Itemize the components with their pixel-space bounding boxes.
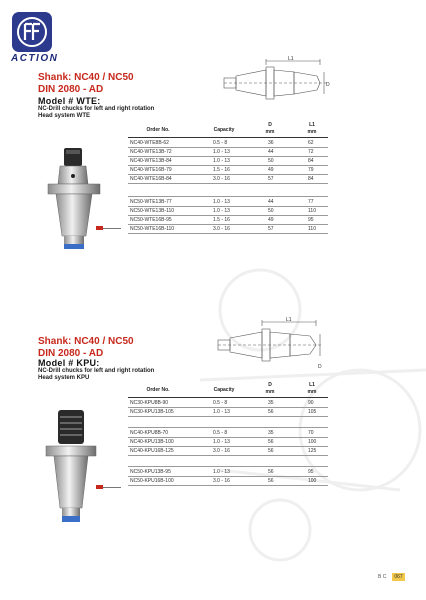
section1-description: NC-Drill chucks for left and right rotation <box>38 106 155 112</box>
table-row: NC40-WTE13B-84 1.0 - 13 50 84 <box>128 156 328 166</box>
table-header-d: D <box>268 122 272 128</box>
section1-model: Model # WTE: <box>38 96 101 106</box>
section1-table <box>128 120 328 240</box>
table-row: NC50-WTE16B-95 1.5 - 16 49 95 <box>128 215 328 225</box>
table-header-l1-unit: mm <box>307 129 317 135</box>
section2-shank-title: Shank: NC40 / NC50 <box>38 336 134 347</box>
table-row: NC30-KPU8B-90 0.5 - 8 35 90 <box>128 398 328 408</box>
brand-wordmark: ACTION <box>11 53 59 64</box>
table-row: NC50-KPU16B-100 3.0 - 16 56 100 <box>128 476 328 486</box>
section2-description: NC-Drill chucks for left and right rotation <box>38 368 155 374</box>
section2-technical-drawing <box>216 316 326 372</box>
section2-drawing-l1: L1 <box>286 317 292 323</box>
table-row: NC50-KPU13B-95 1.0 - 13 56 95 <box>128 466 328 477</box>
section1-product-image <box>42 146 106 256</box>
table-row: NC40-KPU13B-100 1.0 - 13 56 100 <box>128 437 328 447</box>
logo-emblem-icon <box>12 12 52 52</box>
section2-standard: DIN 2080 - AD <box>38 348 104 359</box>
table-row: NC30-KPU13B-105 1.0 - 13 56 105 <box>128 407 328 417</box>
section2-pointer-line <box>103 487 121 488</box>
table-row: NC40-WTE8B-62 0.5 - 8 36 62 <box>128 138 328 148</box>
section1-pointer-line <box>103 228 121 229</box>
section2-drawing-d: D <box>318 364 322 370</box>
page-label: B C <box>378 574 387 580</box>
section2-pointer-marker <box>96 485 103 489</box>
table-header-d-unit: mm <box>265 129 275 135</box>
table-row: NC40-KPU8B-70 0.5 - 8 35 70 <box>128 427 328 438</box>
table-row: NC40-WTE16B-79 1.5 - 16 49 79 <box>128 165 328 175</box>
table-header-l1: L1 <box>309 382 315 388</box>
section1-pointer-marker <box>96 226 103 230</box>
section1-drawing-l1: L1 <box>288 56 294 62</box>
table-header-d-unit: mm <box>265 389 275 395</box>
table-header-d: D <box>268 382 272 388</box>
section1-head-system: Head system WTE <box>38 113 91 119</box>
section1-standard: DIN 2080 - AD <box>38 84 104 95</box>
table-row: NC40-WTE13B-72 1.0 - 13 44 72 <box>128 147 328 157</box>
section1-drawing-d: D <box>326 82 330 88</box>
table-header-l1: L1 <box>309 122 315 128</box>
brand-logo <box>12 12 52 52</box>
section2-head-system: Head system KPU <box>38 375 90 381</box>
section1-shank-title: Shank: NC40 / NC50 <box>38 72 134 83</box>
table-row: NC50-WTE16B-110 3.0 - 16 57 110 <box>128 224 328 234</box>
table-row: NC40-WTE16B-84 3.0 - 16 57 84 <box>128 174 328 184</box>
section2-table <box>128 380 328 500</box>
table-header-capacity: Capacity <box>213 387 235 393</box>
section1-technical-drawing <box>222 56 332 110</box>
table-row: NC50-WTE13B-77 1.0 - 13 44 77 <box>128 196 328 207</box>
table-header-capacity: Capacity <box>213 127 235 133</box>
table-header-order: Order No. <box>146 127 170 133</box>
table-header-order: Order No. <box>146 387 170 393</box>
section2-model: Model # KPU: <box>38 358 100 368</box>
page-number: 067 <box>392 573 405 581</box>
table-row: NC40-KPU16B-125 3.0 - 16 56 125 <box>128 446 328 456</box>
table-row: NC50-WTE13B-110 1.0 - 13 50 110 <box>128 206 328 216</box>
table-header-l1-unit: mm <box>307 389 317 395</box>
section2-product-image <box>40 408 104 530</box>
